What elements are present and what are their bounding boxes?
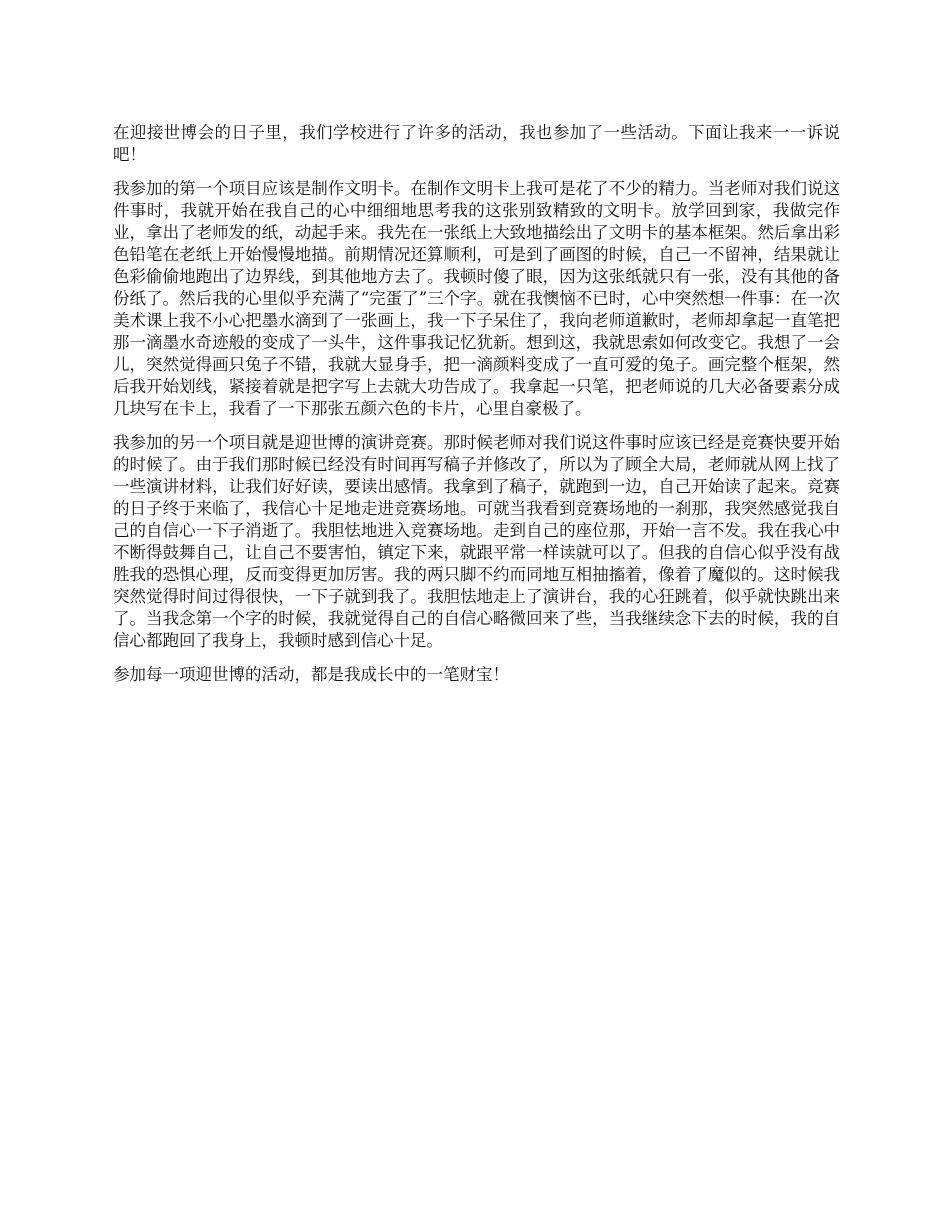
conclusion-paragraph: 参加每一项迎世博的活动，都是我成长中的一笔财宝！ bbox=[113, 665, 509, 684]
speech-contest-paragraph: 我参加的另一个项目就是迎世博的演讲竞赛。那时候老师对我们说这件事时应该已经是竞赛快要开始的时候了。由于我们那时候已经没有时间再写稿子并修改了，所以为了顾全大局，老师就从网上找了一些演讲材料，让我们好好读，要读出感情。我拿到了稿子，就跑到一边，自己开始读了起来。竞赛的日子终于来临了，我信心十足地走进竞赛场地。可就当我看到竞赛场地的一刹那，我突然感觉我自己的自信心一下子消逝了。我胆怯地进入竞赛场地。走到自己的座位那，开始一言不发。我在我心中不断得鼓舞自己，让自己不要害怕，镇定下来，就跟平常一样读就可以了。但我的自信心似乎没有战胜我的恐惧心理，反而变得更加厉害。我的两只脚不约而同地互相抽搐着，像着了魔似的。这时候我突然觉得时间过得很快，一下子就到我了。我胆怯地走上了演讲台，我的心狂跳着，似乎就快跳出来了。当我念第一个字的时候，我就觉得自己的自信心略微回来了些，当我继续念下去的时候，我的自信心都跑回了我身上，我顿时感到信心十足。 bbox=[113, 433, 840, 650]
civilization-card-paragraph: 我参加的第一个项目应该是制作文明卡。在制作文明卡上我可是花了不少的精力。当老师对我们说这件事时，我就开始在我自己的心中细细地思考我的这张别致精致的文明卡。放学回到家，我做完作业，拿出了老师发的纸，动起手来。我先在一张纸上大致地描绘出了文明卡的基本框架。然后拿出彩色铅笔在老纸上开始慢慢地描。前期情况还算顺利，可是到了画图的时候，自己一不留神，结果就让色彩偷偷地跑出了边界线，到其他地方去了。我顿时傻了眼，因为这张纸就只有一张，没有其他的备份纸了。然后我的心里似乎充满了“完蛋了”三个字。就在我懊恼不已时，心中突然想一件事：在一次美术课上我不小心把墨水滴到了一张画上，我一下子呆住了，我向老师道歉时，老师却拿起一直笔把那一滴墨水奇迹般的变成了一头牛，这件事我记忆犹新。想到这，我就思索如何改变它。我想了一会儿，突然觉得画只兔子不错，我就大显身手，把一滴颜料变成了一直可爱的兔子。画完整个框架，然后我开始划线，紧接着就是把字写上去就大功告成了。我拿起一只笔，把老师说的几大必备要素分成几块写在卡上，我看了一下那张五颜六色的卡片，心里自豪极了。 bbox=[113, 179, 840, 418]
document-body bbox=[113, 122, 840, 698]
intro-paragraph: 在迎接世博会的日子里，我们学校进行了许多的活动，我也参加了一些活动。下面让我来一一诉说吧！ bbox=[113, 123, 840, 164]
